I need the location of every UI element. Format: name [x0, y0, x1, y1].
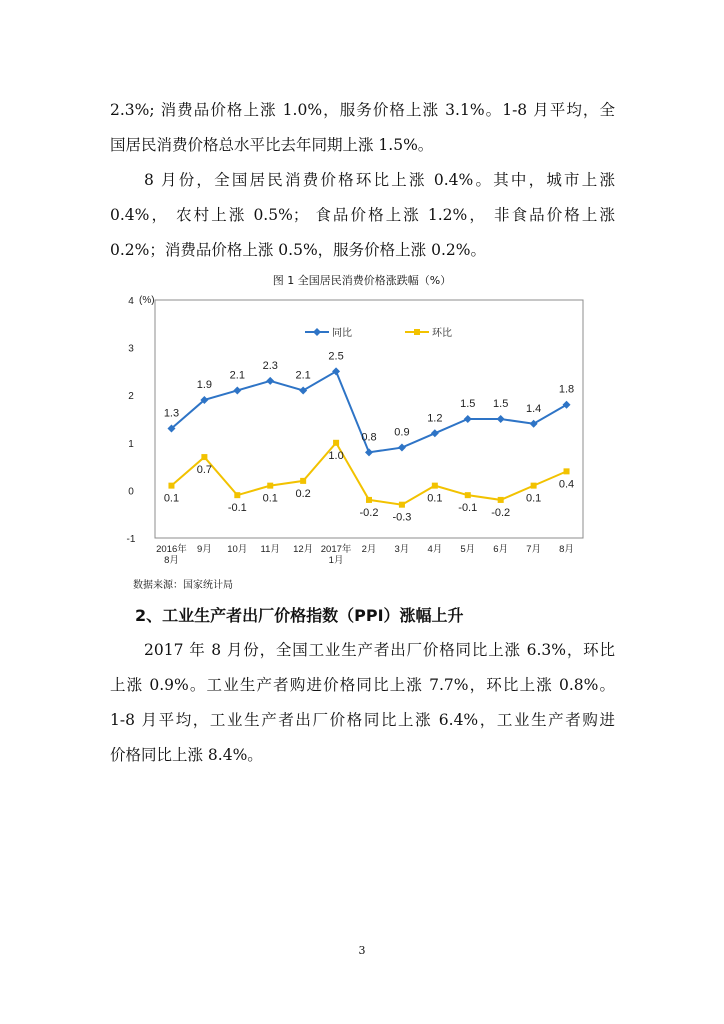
data-label: 0.1 [262, 492, 278, 505]
data-label: 1.4 [525, 402, 542, 415]
paragraph-cpi-monthly [110, 163, 615, 268]
x-tick-label: 7月 [526, 544, 542, 555]
data-point-mom [366, 497, 372, 503]
y-tick-label: 0 [128, 486, 134, 498]
text-line: 8 月份，全国居民消费价格环比上涨 0.4%。其中，城市上涨 [144, 171, 615, 189]
text-line: 上涨 0.9%。工业生产者购进价格同比上涨 7.7%，环比上涨 0.8%。 [110, 676, 615, 694]
data-point-mom [564, 468, 570, 474]
text-line: 0.4%， 农村上涨 0.5%； 食品价格上涨 1.2%， 非食品价格上涨 [110, 206, 615, 224]
data-label: -0.1 [458, 502, 478, 515]
chart-source: 数据来源：国家统计局 [133, 580, 233, 591]
data-point-mom [333, 440, 339, 446]
x-tick-label: 3月 [394, 544, 410, 555]
text-line: 国居民消费价格总水平比去年同期上涨 1.5%。 [110, 136, 434, 154]
page-number: 3 [358, 944, 366, 957]
data-label: -0.1 [227, 502, 247, 515]
text-line: 2017 年 8 月份，全国工业生产者出厂价格同比上涨 6.3%，环比 [144, 641, 615, 659]
y-tick-label: 3 [128, 343, 134, 355]
text-line: 0.2%；消费品价格上涨 0.5%，服务价格上涨 0.2%。 [110, 241, 486, 259]
data-point-mom [168, 483, 174, 489]
y-tick-label: 4 [128, 296, 134, 307]
x-tick-label: 2016年 [156, 544, 187, 555]
y-axis-unit-label: (%) [139, 295, 155, 306]
data-label: 1.3 [163, 407, 180, 420]
data-label: 1.9 [196, 378, 213, 391]
data-point-mom [465, 492, 471, 498]
data-label: -0.2 [359, 506, 379, 519]
data-label: 0.7 [196, 464, 213, 477]
data-point-mom [432, 483, 438, 489]
data-label: 0.8 [361, 431, 377, 444]
x-tick-label: 11月 [260, 544, 280, 555]
data-point-mom [531, 483, 537, 489]
paragraph-cpi-summary [110, 93, 615, 163]
data-label: 2.1 [229, 369, 245, 382]
text-line: 2.3%; 消费品价格上涨 1.0%，服务价格上涨 3.1%。1-8 月平均，全 [110, 101, 615, 119]
data-label: 0.2 [295, 487, 311, 500]
x-tick-label: 8月 [164, 555, 179, 566]
data-point-mom [300, 478, 306, 484]
data-label: 0.4 [558, 478, 575, 491]
data-point-mom [399, 502, 405, 508]
x-tick-label: 1月 [328, 555, 344, 566]
x-tick-label: 2017年 [320, 544, 352, 555]
data-label: 0.9 [394, 426, 410, 439]
legend-marker-square [414, 329, 420, 335]
data-label: 1.5 [460, 398, 476, 410]
x-tick-label: 4月 [427, 544, 443, 555]
x-tick-label: 9月 [196, 544, 212, 555]
y-tick-label: 2 [128, 391, 134, 403]
y-tick-label: -1 [126, 534, 136, 545]
data-point-mom [201, 454, 207, 460]
text-line: 1-8 月平均，工业生产者出厂价格同比上涨 6.4%，工业生产者购进 [110, 711, 615, 729]
data-label: 1.0 [328, 449, 344, 462]
x-tick-label: 5月 [460, 544, 476, 555]
cpi-line-chart [110, 290, 610, 590]
data-label: 0.1 [427, 492, 443, 505]
data-point-mom [267, 483, 273, 489]
y-tick-label: 1 [128, 438, 134, 450]
data-label: 1.8 [558, 383, 575, 396]
section-heading-ppi: 2、工业生产者出厂价格指数（PPI）涨幅上升 [135, 606, 464, 625]
chart-svg [110, 290, 610, 590]
data-point-mom [498, 497, 504, 503]
x-tick-label: 6月 [493, 544, 509, 555]
data-label: 2.3 [262, 359, 278, 372]
data-point-mom [234, 492, 240, 498]
text-line: 价格同比上涨 8.4%。 [110, 746, 263, 764]
x-tick-label: 10月 [227, 544, 248, 555]
x-tick-label: 2月 [361, 544, 377, 555]
data-label: 1.5 [493, 398, 509, 410]
paragraph-ppi [110, 633, 615, 773]
data-label: 0.1 [525, 492, 542, 505]
data-label: 0.1 [163, 492, 180, 505]
data-label: 2.1 [295, 369, 311, 382]
x-tick-label: 8月 [559, 544, 574, 555]
data-label: 1.2 [427, 412, 443, 425]
data-label: -0.2 [491, 506, 511, 519]
data-label: -0.3 [392, 511, 412, 524]
data-label: 2.5 [328, 350, 344, 363]
figure-caption: 图 1 全国居民消费价格涨跌幅（%） [272, 274, 452, 287]
x-tick-label: 12月 [293, 544, 314, 555]
legend-label-0: 同比 [332, 328, 352, 339]
legend-label-1: 环比 [432, 328, 452, 339]
